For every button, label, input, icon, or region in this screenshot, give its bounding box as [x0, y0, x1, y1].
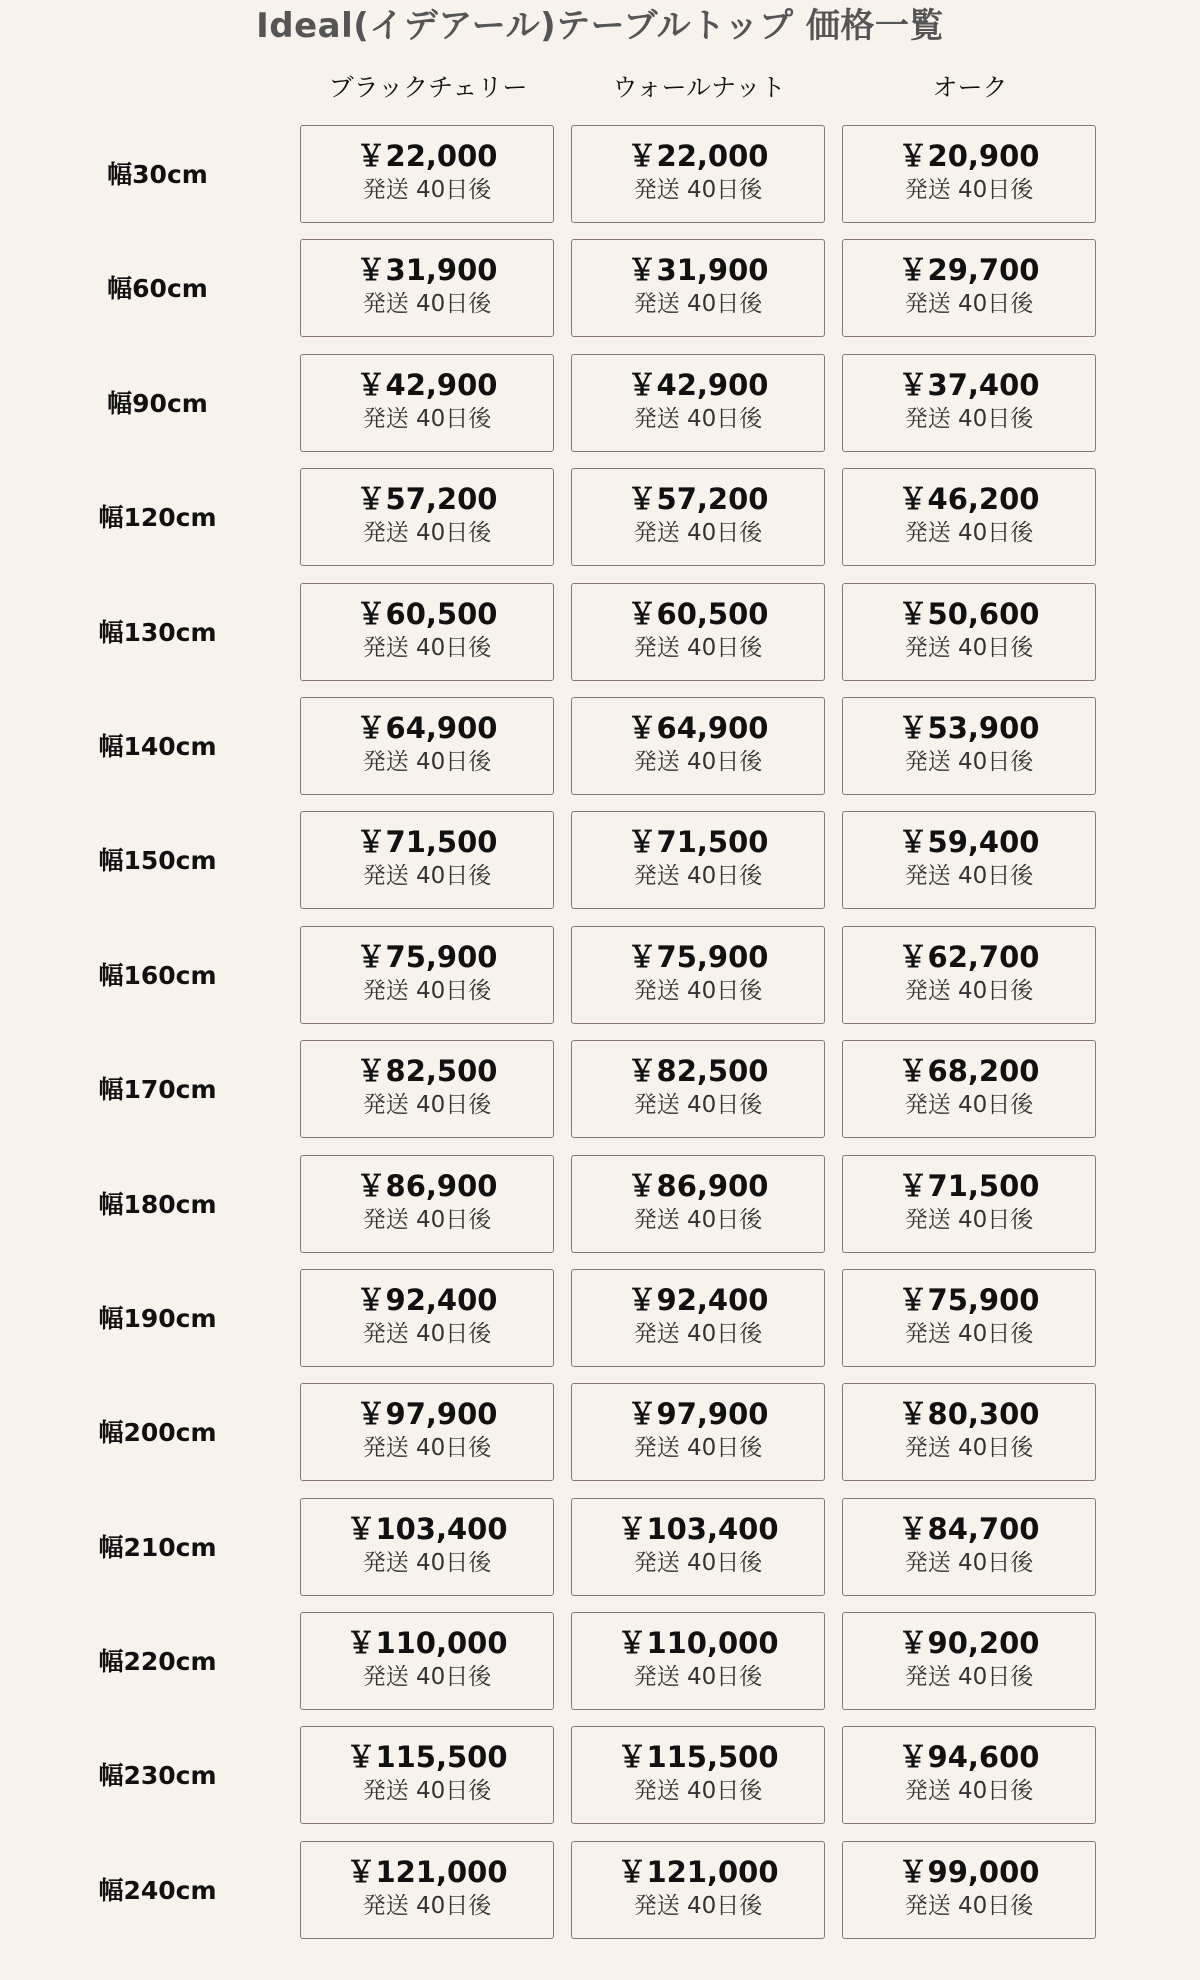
price-cell[interactable] — [571, 1498, 825, 1596]
shipping-text: 発送 40日後 — [362, 1435, 492, 1462]
price-value: ￥92,400 — [356, 1282, 498, 1317]
shipping-text: 発送 40日後 — [904, 405, 1034, 432]
price-cell[interactable] — [300, 1841, 554, 1939]
row-width-label: 幅30cm — [107, 160, 208, 189]
price-value: ￥64,900 — [627, 710, 769, 745]
price-value: ￥57,200 — [627, 482, 769, 517]
price-value: ￥22,000 — [356, 139, 498, 173]
price-cell[interactable] — [300, 1612, 554, 1710]
price-cell[interactable] — [300, 926, 554, 1024]
price-value: ￥29,700 — [898, 253, 1040, 288]
price-cell[interactable] — [571, 1040, 825, 1138]
price-cell[interactable] — [300, 1726, 554, 1824]
table-row — [0, 1726, 1200, 1826]
price-value: ￥86,900 — [356, 1168, 498, 1203]
price-cell[interactable] — [842, 125, 1096, 223]
price-cell[interactable] — [571, 1612, 825, 1710]
table-row — [0, 468, 1200, 568]
price-cell[interactable] — [842, 1383, 1096, 1481]
shipping-text: 発送 40日後 — [633, 977, 763, 1004]
shipping-text: 発送 40日後 — [633, 863, 763, 890]
price-value: ￥115,500 — [346, 1740, 508, 1775]
price-cell[interactable] — [842, 354, 1096, 452]
shipping-text: 発送 40日後 — [904, 520, 1034, 547]
shipping-text: 発送 40日後 — [633, 520, 763, 547]
shipping-text: 発送 40日後 — [904, 1092, 1034, 1119]
shipping-text: 発送 40日後 — [904, 863, 1034, 890]
shipping-text: 発送 40日後 — [633, 291, 763, 318]
price-value: ￥60,500 — [627, 596, 769, 631]
table-row — [0, 697, 1200, 797]
price-cell[interactable] — [300, 1040, 554, 1138]
shipping-text: 発送 40日後 — [633, 634, 763, 661]
price-value: ￥92,400 — [627, 1282, 769, 1317]
price-value: ￥57,200 — [356, 482, 498, 517]
table-row — [0, 1612, 1200, 1712]
shipping-text: 発送 40日後 — [362, 634, 492, 661]
row-width-label: 幅190cm — [98, 1303, 217, 1333]
price-cell[interactable] — [300, 354, 554, 452]
shipping-text: 発送 40日後 — [633, 1892, 763, 1919]
price-cell[interactable] — [300, 1269, 554, 1367]
shipping-text: 発送 40日後 — [362, 520, 492, 547]
shipping-text: 発送 40日後 — [904, 1435, 1034, 1462]
shipping-text: 発送 40日後 — [904, 977, 1034, 1004]
price-cell[interactable] — [842, 1040, 1096, 1138]
shipping-text: 発送 40日後 — [362, 177, 492, 203]
shipping-text: 発送 40日後 — [362, 291, 492, 318]
price-value: ￥37,400 — [898, 367, 1040, 402]
shipping-text: 発送 40日後 — [904, 1778, 1034, 1805]
price-value: ￥99,000 — [898, 1854, 1040, 1889]
shipping-text: 発送 40日後 — [904, 177, 1034, 203]
price-table — [0, 125, 1200, 1955]
shipping-text: 発送 40日後 — [362, 748, 492, 775]
shipping-text: 発送 40日後 — [362, 1320, 492, 1347]
price-value: ￥103,400 — [617, 1511, 779, 1546]
table-row — [0, 811, 1200, 911]
price-value: ￥22,000 — [627, 139, 769, 173]
shipping-text: 発送 40日後 — [362, 977, 492, 1004]
table-row — [0, 583, 1200, 683]
price-value: ￥110,000 — [617, 1626, 779, 1661]
price-cell[interactable] — [571, 926, 825, 1024]
price-value: ￥62,700 — [898, 939, 1040, 974]
price-value: ￥42,900 — [627, 367, 769, 402]
price-cell[interactable] — [842, 1498, 1096, 1596]
price-value: ￥75,900 — [898, 1282, 1040, 1317]
price-value: ￥90,200 — [898, 1626, 1040, 1661]
price-cell[interactable] — [842, 1269, 1096, 1367]
price-cell[interactable] — [842, 583, 1096, 681]
price-cell[interactable] — [300, 583, 554, 681]
price-cell[interactable] — [842, 468, 1096, 566]
row-width-label: 幅150cm — [98, 846, 217, 876]
price-cell[interactable] — [300, 468, 554, 566]
row-width-label: 幅90cm — [107, 388, 208, 418]
table-row — [0, 926, 1200, 1026]
row-width-label: 幅170cm — [98, 1075, 217, 1105]
shipping-text: 発送 40日後 — [633, 177, 763, 203]
price-cell[interactable] — [300, 125, 554, 223]
price-cell[interactable] — [842, 1841, 1096, 1939]
shipping-text: 発送 40日後 — [362, 1549, 492, 1576]
price-value: ￥71,500 — [356, 825, 498, 860]
price-value: ￥97,900 — [627, 1397, 769, 1432]
price-cell[interactable] — [300, 811, 554, 909]
price-value: ￥31,900 — [627, 253, 769, 288]
table-row — [0, 1155, 1200, 1255]
shipping-text: 発送 40日後 — [633, 1320, 763, 1347]
price-cell[interactable] — [571, 1841, 825, 1939]
price-value: ￥86,900 — [627, 1168, 769, 1203]
price-cell[interactable] — [300, 239, 554, 337]
price-value: ￥53,900 — [898, 710, 1040, 745]
price-value: ￥20,900 — [898, 139, 1040, 173]
table-row — [0, 1269, 1200, 1369]
row-width-label: 幅220cm — [98, 1647, 217, 1677]
row-width-label: 幅180cm — [98, 1189, 217, 1219]
price-cell[interactable] — [300, 697, 554, 795]
table-row — [0, 1040, 1200, 1140]
table-row — [0, 1383, 1200, 1483]
shipping-text: 発送 40日後 — [362, 1778, 492, 1805]
shipping-text: 発送 40日後 — [633, 1778, 763, 1805]
shipping-text: 発送 40日後 — [633, 1664, 763, 1691]
price-cell[interactable] — [842, 926, 1096, 1024]
shipping-text: 発送 40日後 — [362, 1092, 492, 1119]
price-cell[interactable] — [571, 239, 825, 337]
shipping-text: 発送 40日後 — [633, 1092, 763, 1119]
row-width-label: 幅140cm — [98, 731, 217, 761]
price-cell[interactable] — [300, 1155, 554, 1253]
shipping-text: 発送 40日後 — [633, 1435, 763, 1462]
shipping-text: 発送 40日後 — [904, 748, 1034, 775]
shipping-text: 発送 40日後 — [362, 1206, 492, 1233]
price-value: ￥82,500 — [627, 1054, 769, 1089]
price-value: ￥84,700 — [898, 1511, 1040, 1546]
row-width-label: 幅230cm — [98, 1761, 217, 1791]
price-value: ￥68,200 — [898, 1054, 1040, 1089]
price-cell[interactable] — [571, 125, 825, 223]
price-cell[interactable] — [571, 354, 825, 452]
row-width-label: 幅240cm — [98, 1875, 217, 1905]
price-value: ￥31,900 — [356, 253, 498, 288]
price-value: ￥82,500 — [356, 1054, 498, 1089]
price-value: ￥75,900 — [356, 939, 498, 974]
price-cell[interactable] — [842, 239, 1096, 337]
row-width-label: 幅200cm — [98, 1418, 217, 1448]
shipping-text: 発送 40日後 — [904, 1549, 1034, 1576]
table-row — [0, 1841, 1200, 1941]
price-cell[interactable] — [571, 468, 825, 566]
price-value: ￥50,600 — [898, 596, 1040, 631]
shipping-text: 発送 40日後 — [362, 1664, 492, 1691]
price-cell[interactable] — [300, 1498, 554, 1596]
column-header-black-cherry: ブラックチェリー — [328, 73, 528, 102]
price-value: ￥115,500 — [617, 1740, 779, 1775]
price-cell[interactable] — [842, 697, 1096, 795]
price-cell[interactable] — [571, 1383, 825, 1481]
column-header-oak: オーク — [932, 73, 1008, 102]
row-width-label: 幅120cm — [98, 503, 217, 533]
shipping-text: 発送 40日後 — [904, 1320, 1034, 1347]
price-value: ￥60,500 — [356, 596, 498, 631]
price-value: ￥42,900 — [356, 367, 498, 402]
price-cell[interactable] — [571, 697, 825, 795]
shipping-text: 発送 40日後 — [904, 1664, 1034, 1691]
price-cell[interactable] — [842, 1155, 1096, 1253]
shipping-text: 発送 40日後 — [904, 634, 1034, 661]
shipping-text: 発送 40日後 — [633, 748, 763, 775]
price-value: ￥71,500 — [898, 1168, 1040, 1203]
price-value: ￥110,000 — [346, 1626, 508, 1661]
price-value: ￥94,600 — [898, 1740, 1040, 1775]
shipping-text: 発送 40日後 — [362, 863, 492, 890]
price-cell[interactable] — [571, 1726, 825, 1824]
price-value: ￥121,000 — [617, 1854, 779, 1889]
price-cell[interactable] — [300, 1383, 554, 1481]
row-width-label: 幅210cm — [98, 1532, 217, 1562]
row-width-label: 幅130cm — [98, 617, 217, 647]
shipping-text: 発送 40日後 — [633, 1206, 763, 1233]
price-cell[interactable] — [571, 583, 825, 681]
price-cell[interactable] — [571, 811, 825, 909]
price-cell[interactable] — [571, 1269, 825, 1367]
price-value: ￥75,900 — [627, 939, 769, 974]
table-row — [0, 239, 1200, 339]
table-row — [0, 125, 1200, 225]
price-cell[interactable] — [842, 1726, 1096, 1824]
price-value: ￥64,900 — [356, 710, 498, 745]
price-value: ￥71,500 — [627, 825, 769, 860]
price-value: ￥103,400 — [346, 1511, 508, 1546]
price-cell[interactable] — [842, 1612, 1096, 1710]
row-width-label: 幅160cm — [98, 960, 217, 990]
price-value: ￥59,400 — [898, 825, 1040, 860]
shipping-text: 発送 40日後 — [904, 1206, 1034, 1233]
table-row — [0, 354, 1200, 454]
price-value: ￥80,300 — [898, 1397, 1040, 1432]
shipping-text: 発送 40日後 — [904, 291, 1034, 318]
shipping-text: 発送 40日後 — [904, 1892, 1034, 1919]
page-title: Ideal(イデアール)テーブルトップ 価格一覧 — [256, 6, 944, 46]
shipping-text: 発送 40日後 — [633, 405, 763, 432]
shipping-text: 発送 40日後 — [362, 1892, 492, 1919]
shipping-text: 発送 40日後 — [362, 405, 492, 432]
row-width-label: 幅60cm — [107, 274, 208, 304]
shipping-text: 発送 40日後 — [633, 1549, 763, 1576]
column-header-walnut: ウォールナット — [612, 73, 786, 102]
table-row — [0, 1498, 1200, 1598]
price-cell[interactable] — [842, 811, 1096, 909]
price-cell[interactable] — [571, 1155, 825, 1253]
price-value: ￥121,000 — [346, 1854, 508, 1889]
price-value: ￥97,900 — [356, 1397, 498, 1432]
price-value: ￥46,200 — [898, 482, 1040, 517]
